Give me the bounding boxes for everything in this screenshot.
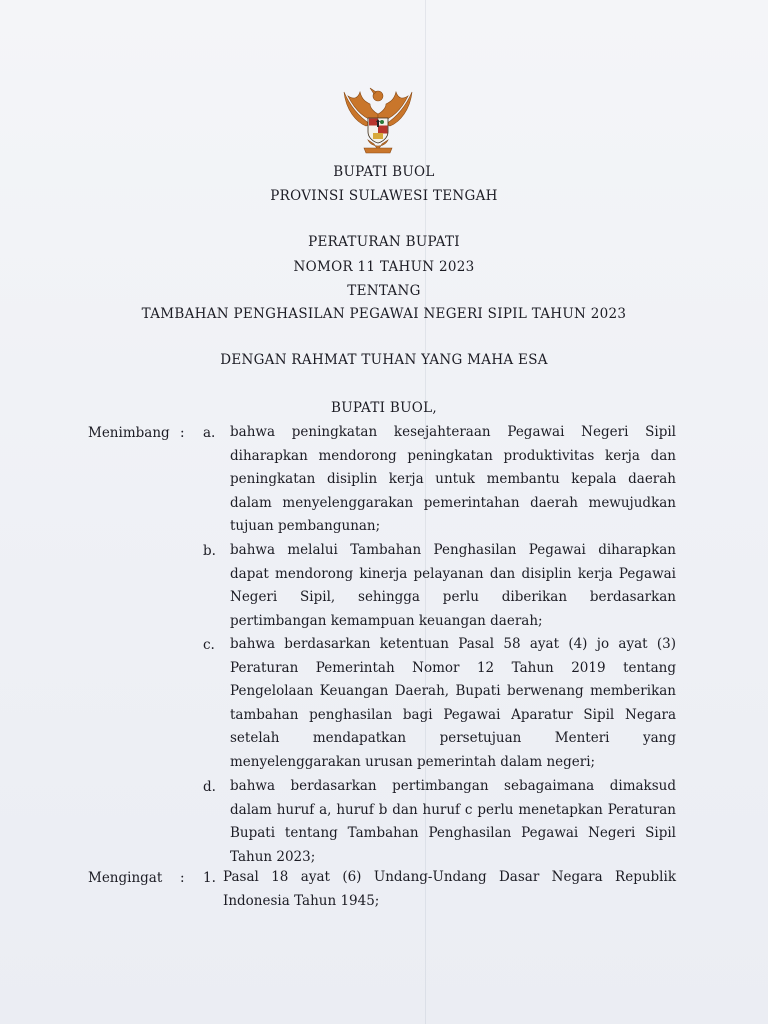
menimbang-item-b-text: bahwa melalui Tambahan Penghasilan Pegawai diharapkan dapat mendorong kinerja pelayanan dan disiplin kerja Pegawai Negeri Sipil, sehingga perlu diberikan berdasarkan pertimbangan kemampuan keuangan daerah; [230,542,676,629]
mengingat-item-1-marker: 1. [203,870,216,886]
mengingat-label: Mengingat [88,870,163,886]
menimbang-item-c-text: bahwa berdasarkan ketentuan Pasal 58 ayat (4) jo ayat (3) Peraturan Pemerintah Nomor 12 Tahun 2019 tentang Pengelolaan Keuangan Daerah, Bupati berwenang memberikan tambahan penghasilan bagi Pegawai Aparatur Sipil Negara setelah mendapatkan persetujuan Menteri yang menyelenggarakan urusan pemerintah dalam negeri; [230,636,676,770]
regent-title: BUPATI BUOL [333,164,435,180]
menimbang-item-c-marker: c. [203,637,215,653]
mengingat-item-1-text: Pasal 18 ayat (6) Undang-Undang Dasar Negara Republik Indonesia Tahun 1945; [223,869,676,909]
menimbang-item-d-marker: d. [203,779,216,795]
issuer-line: BUPATI BUOL, [330,400,437,416]
regulation-subject: TAMBAHAN PENGHASILAN PEGAWAI NEGERI SIPIL TAHUN 2023 [141,306,627,322]
menimbang-item-d-text: bahwa berdasarkan pertimbangan sebagaimana dimaksud dalam huruf a, huruf b dan huruf c perlu menetapkan Peraturan Bupati tentang Tambahan Penghasilan Pegawai Negeri Sipil Tahun 2023; [230,778,676,865]
regulation-number: NOMOR 11 TAHUN 2023 [293,259,475,275]
regulation-type: PERATURAN BUPATI [308,234,460,250]
menimbang-colon: : [180,425,185,441]
mengingat-colon: : [180,870,185,886]
province-title: PROVINSI SULAWESI TENGAH [270,188,498,204]
menimbang-label: Menimbang [88,425,170,441]
menimbang-item-a-marker: a. [203,425,216,441]
invocation: DENGAN RAHMAT TUHAN YANG MAHA ESA [220,352,548,368]
garuda-emblem-icon [336,82,420,156]
menimbang-item-b-marker: b. [203,543,216,559]
regulation-about-label: TENTANG [347,283,421,299]
menimbang-item-a-text: bahwa peningkatan kesejahteraan Pegawai Negeri Sipil diharapkan mendorong peningkatan produktivitas kerja dan peningkatan disiplin kerja untuk membantu kepala daerah dalam menyelenggarakan pemerintahan daerah mewujudkan tujuan pembangunan; [230,424,676,534]
